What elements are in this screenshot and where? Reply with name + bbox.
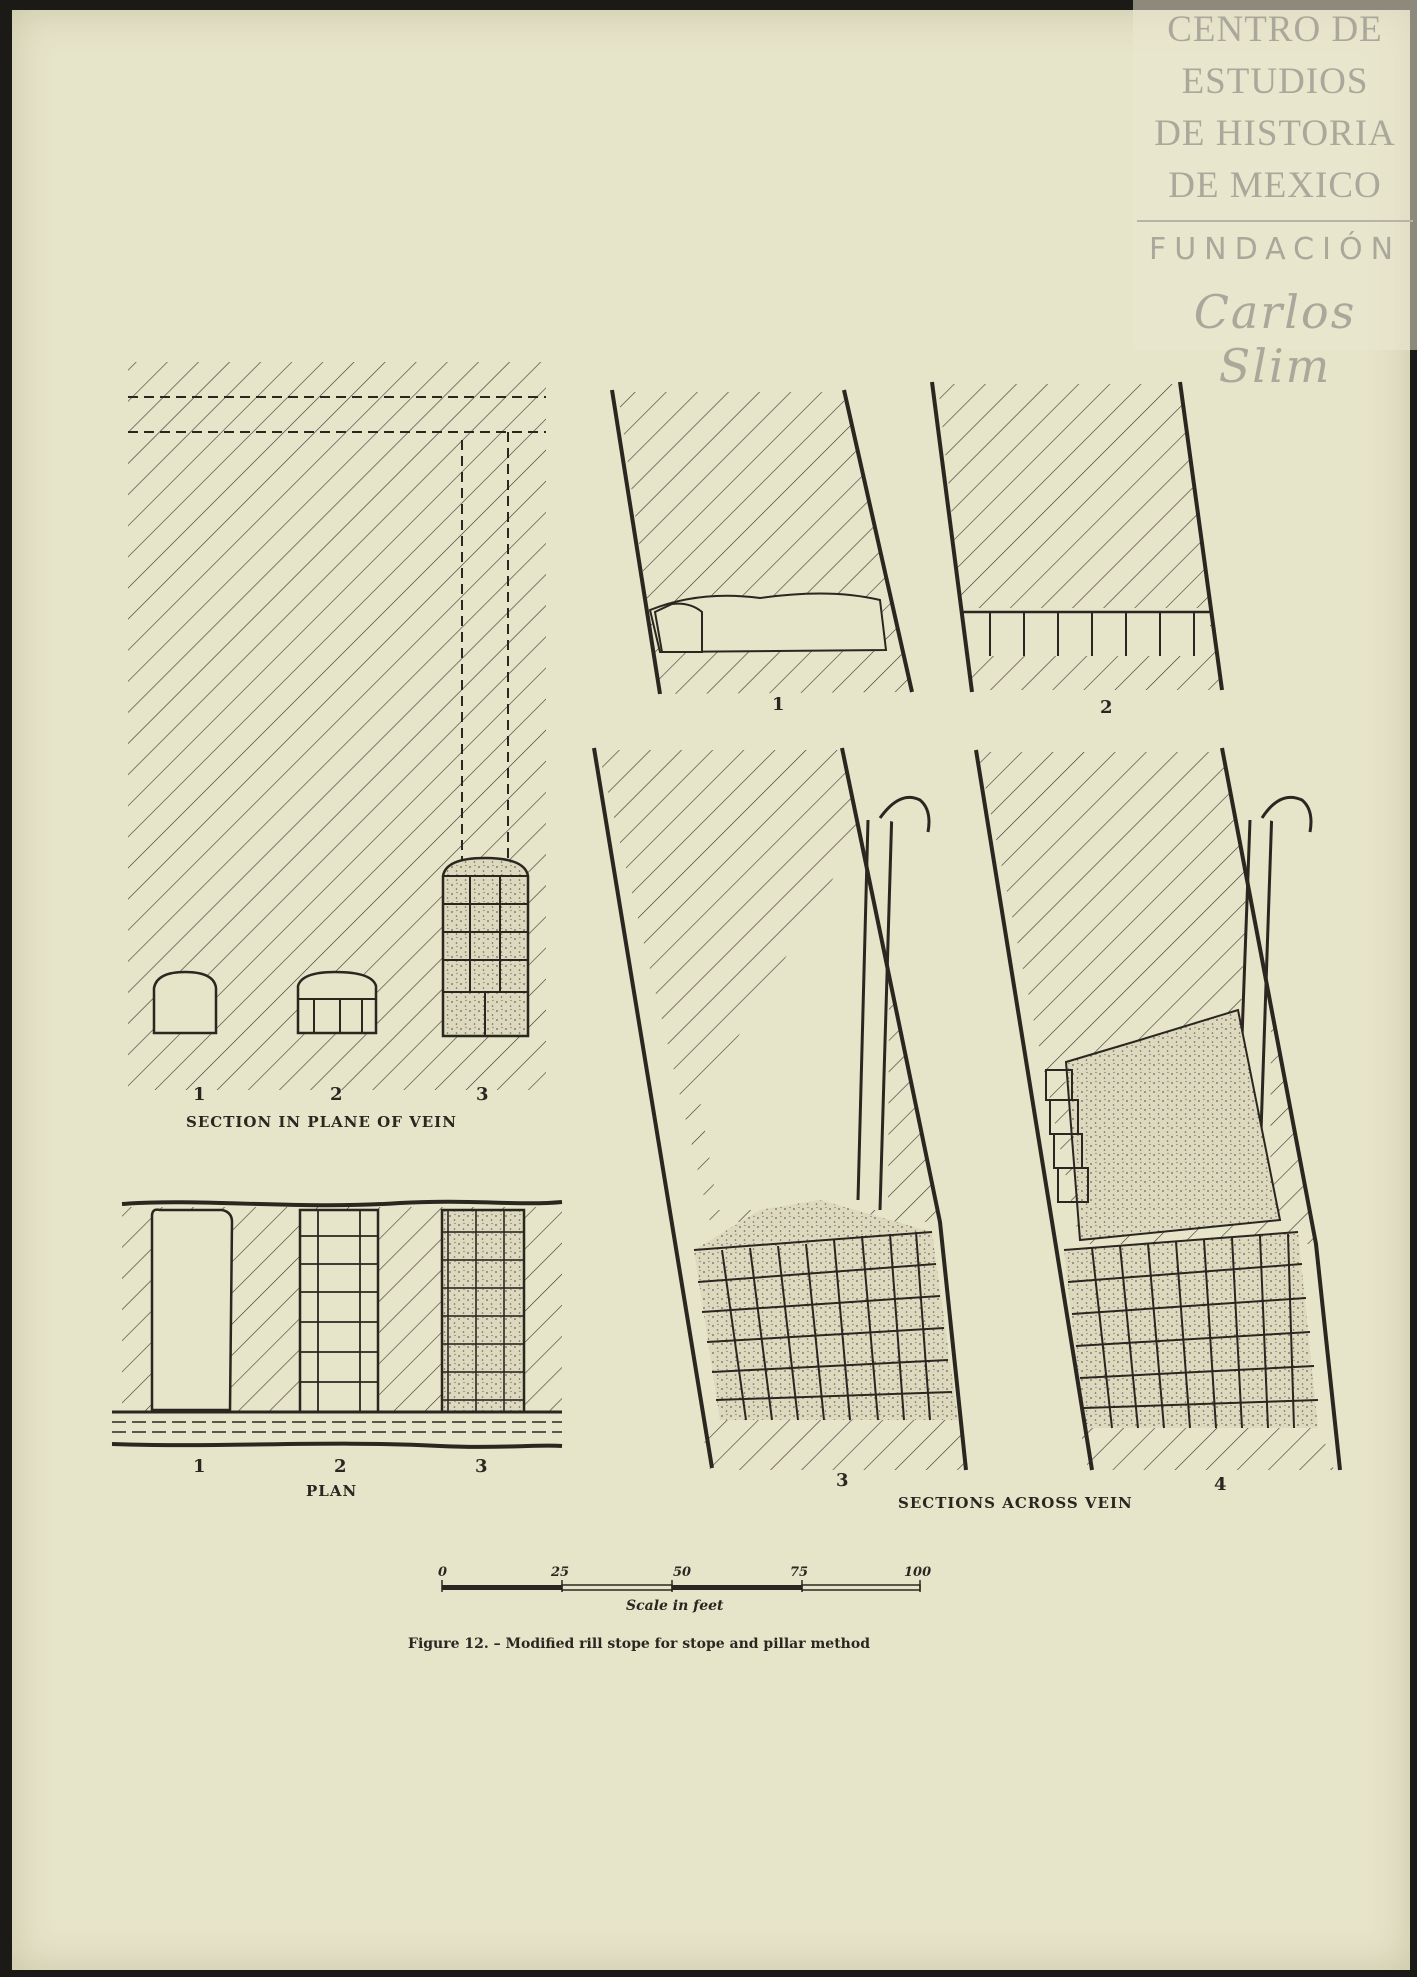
watermark-line: DE HISTORIA [1154, 113, 1396, 154]
plan-label-2: 2 [334, 1456, 347, 1477]
scale-tick-25: 25 [551, 1565, 570, 1580]
section-plane-label-3: 3 [476, 1084, 489, 1105]
section-across-label-2: 2 [1100, 697, 1113, 718]
section-plane-title: SECTION IN PLANE OF VEIN [186, 1113, 457, 1131]
section-across-4 [976, 748, 1340, 1470]
watermark-line: ESTUDIOS [1181, 61, 1369, 102]
watermark-line: CENTRO DE [1167, 9, 1383, 50]
watermark-signature: Carlos Slim [1193, 285, 1357, 393]
watermark-foundation: FUNDACIÓN [1148, 232, 1402, 267]
section-plane-label-2: 2 [330, 1084, 343, 1105]
watermark-line: DE MEXICO [1168, 165, 1382, 206]
scale-bar [442, 1580, 920, 1592]
plan-label-1: 1 [193, 1456, 206, 1477]
figure-caption: Figure 12. – Modified rill stope for stope and pillar method [408, 1636, 870, 1652]
scale-title: Scale in feet [626, 1598, 724, 1614]
section-across-1 [612, 390, 912, 694]
scale-tick-0: 0 [438, 1565, 448, 1580]
section-in-plane-diagram [128, 362, 546, 1090]
section-across-label-1: 1 [772, 694, 785, 715]
section-plane-label-1: 1 [193, 1084, 206, 1105]
scale-tick-50: 50 [673, 1565, 692, 1580]
scale-tick-75: 75 [790, 1565, 809, 1580]
sections-across-title: SECTIONS ACROSS VEIN [898, 1494, 1133, 1512]
plan-title: PLAN [306, 1482, 358, 1500]
section-across-2 [932, 382, 1222, 692]
plan-label-3: 3 [475, 1456, 488, 1477]
section-across-label-4: 4 [1214, 1474, 1227, 1495]
plan-diagram [112, 1202, 562, 1447]
section-across-3 [594, 748, 968, 1470]
section-across-label-3: 3 [836, 1470, 849, 1491]
scale-tick-100: 100 [904, 1565, 932, 1580]
